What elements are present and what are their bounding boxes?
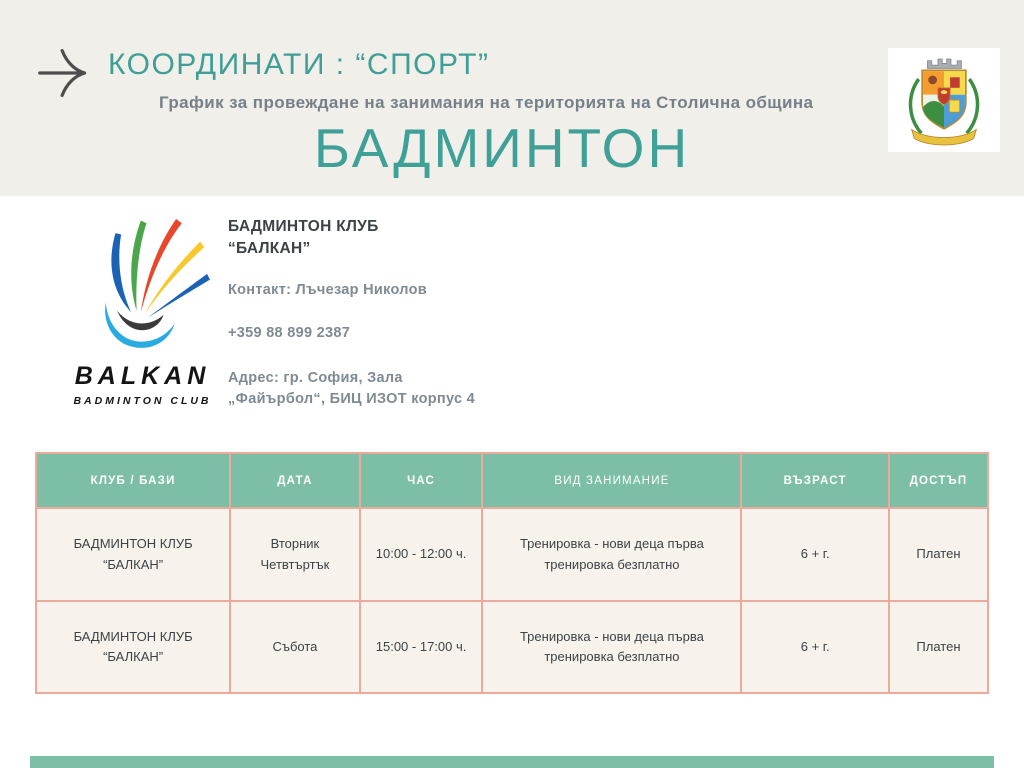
cell-time: 15:00 - 17:00 ч.: [360, 601, 483, 693]
col-header-activity: ВИД ЗАНИМАНИЕ: [482, 453, 741, 508]
club-address: [228, 368, 648, 410]
col-header-age: ВЪЗРАСТ: [741, 453, 889, 508]
cell-club: БАДМИНТОН КЛУБ “БАЛКАН”: [36, 601, 230, 693]
col-header-club: КЛУБ / БАЗИ: [36, 453, 230, 508]
cell-club: БАДМИНТОН КЛУБ “БАЛКАН”: [36, 508, 230, 601]
header-band: [0, 0, 1024, 196]
sofia-coat-of-arms: [888, 48, 1000, 152]
cell-age: 6 + г.: [741, 508, 889, 601]
cell-time: 10:00 - 12:00 ч.: [360, 508, 483, 601]
cell-access: Платен: [889, 508, 988, 601]
sport-title: БАДМИНТОН: [313, 117, 691, 179]
cell-date: Вторник Четвтъртък: [230, 508, 359, 601]
footer-bar: [30, 756, 994, 768]
club-address-line1: Адрес: гр. София, Зала: [228, 370, 403, 386]
cell-date: Събота: [230, 601, 359, 693]
cell-access: Платен: [889, 601, 988, 693]
logo-title: BALKAN: [74, 362, 211, 390]
shuttlecock-icon: [58, 212, 228, 360]
col-header-date: ДАТА: [230, 453, 359, 508]
balkan-club-logo: [50, 212, 235, 407]
arrow-right-icon: [36, 44, 92, 102]
col-header-time: ЧАС: [360, 453, 483, 508]
table-row: [36, 601, 988, 693]
cell-activity: Тренировка - нови деца първа тренировка безплатно: [482, 601, 741, 693]
logo-subtitle: BADMINTON CLUB: [73, 395, 212, 407]
col-header-access: ДОСТЪП: [889, 453, 988, 508]
table-row: [36, 508, 988, 601]
schedule-table: [35, 452, 989, 694]
sofia-coat-of-arms-icon: [896, 53, 992, 147]
page-title: КООРДИНАТИ : “СПОРТ”: [108, 48, 490, 81]
cell-age: 6 + г.: [741, 601, 889, 693]
club-contact: Контакт: Лъчезар Николов: [228, 282, 427, 298]
cell-activity: Тренировка - нови деца първа тренировка безплатно: [482, 508, 741, 601]
club-info: [228, 216, 648, 410]
club-name-line2: “БАЛКАН”: [228, 240, 311, 257]
club-address-line2: „Файърбол“, БИЦ ИЗОТ корпус 4: [228, 391, 476, 408]
club-name-line1: БАДМИНТОН КЛУБ: [228, 218, 379, 235]
page-subtitle: График за провеждане на занимания на територията на Столична община: [159, 93, 814, 112]
club-name: [228, 216, 648, 260]
table-header-row: [36, 453, 988, 508]
club-phone: +359 88 899 2387: [228, 325, 351, 341]
